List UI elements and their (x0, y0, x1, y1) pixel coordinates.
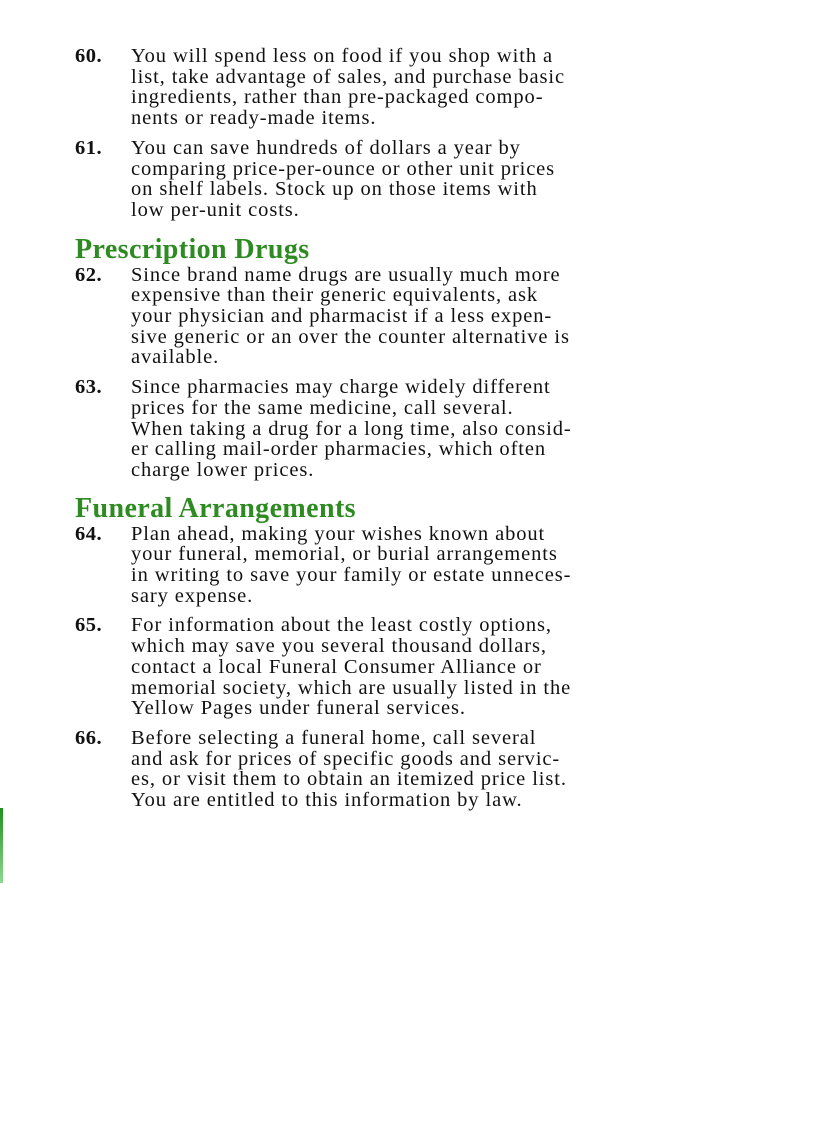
section-heading-prescription-drugs: Prescription Drugs (75, 233, 310, 265)
tip-item-66 (75, 728, 755, 811)
tip-number: 64. (75, 522, 103, 545)
tip-number: 60. (75, 45, 103, 67)
tip-item-64 (75, 524, 755, 607)
tip-line: Plan ahead, making your wishes known about (131, 522, 546, 545)
tip-line: comparing price-per-ounce or other unit prices (131, 157, 556, 180)
tip-line: You can save hundreds of dollars a year by (131, 136, 521, 159)
tip-line: contact a local Funeral Consumer Alliance or (131, 655, 542, 678)
tip-number: 61. (75, 136, 103, 159)
tip-line: ingredients, rather than pre-packaged compo- (131, 86, 544, 109)
tip-item-63 (75, 377, 755, 481)
side-color-bar (0, 808, 3, 883)
tip-line: sive generic or an over the counter alternative is (131, 325, 570, 348)
tip-line: in writing to save your family or estate unneces- (131, 564, 572, 587)
tip-item-65 (75, 615, 755, 719)
tip-line: Since pharmacies may charge widely different (131, 376, 551, 399)
tip-line: prices for the same medicine, call several. (131, 396, 514, 419)
tip-number: 62. (75, 263, 103, 286)
tip-line: which may save you several thousand dollars, (131, 635, 547, 658)
tip-line: on shelf labels. Stock up on those items with (131, 178, 538, 201)
tip-line: nents or ready-made items. (131, 107, 377, 130)
tip-line: er calling mail-order pharmacies, which often (131, 438, 547, 461)
tip-line: Since brand name drugs are usually much more (131, 263, 561, 286)
tip-line: es, or visit them to obtain an itemized price list. (131, 768, 567, 791)
tip-item-61 (75, 138, 755, 221)
tip-line: For information about the least costly options, (131, 614, 552, 637)
tip-line: Yellow Pages under funeral services. (131, 697, 466, 720)
tip-line: list, take advantage of sales, and purchase basic (131, 65, 566, 88)
tip-line: You will spend less on food if you shop with a (131, 45, 553, 67)
tip-line: and ask for prices of specific goods and servic- (131, 747, 561, 770)
tip-line: You are entitled to this information by law. (131, 789, 523, 812)
tip-item-60 (75, 46, 755, 129)
tip-number: 66. (75, 726, 103, 749)
tip-line: your physician and pharmacist if a less expen- (131, 305, 553, 328)
tip-number: 63. (75, 376, 103, 399)
tip-line: your funeral, memorial, or burial arrangements (131, 543, 558, 566)
tip-line: low per-unit costs. (131, 198, 300, 221)
tip-item-62 (75, 265, 755, 369)
tip-number: 65. (75, 614, 103, 637)
tip-line: When taking a drug for a long time, also consid- (131, 417, 572, 440)
tip-line: charge lower prices. (131, 458, 315, 481)
section-heading-funeral-arrangements: Funeral Arrangements (75, 492, 356, 524)
tip-line: Before selecting a funeral home, call several (131, 726, 537, 749)
tips-list (75, 46, 755, 820)
tip-line: sary expense. (131, 584, 254, 607)
tip-line: expensive than their generic equivalents, ask (131, 284, 539, 307)
tip-line: memorial society, which are usually listed in the (131, 676, 572, 699)
tip-line: available. (131, 346, 220, 369)
